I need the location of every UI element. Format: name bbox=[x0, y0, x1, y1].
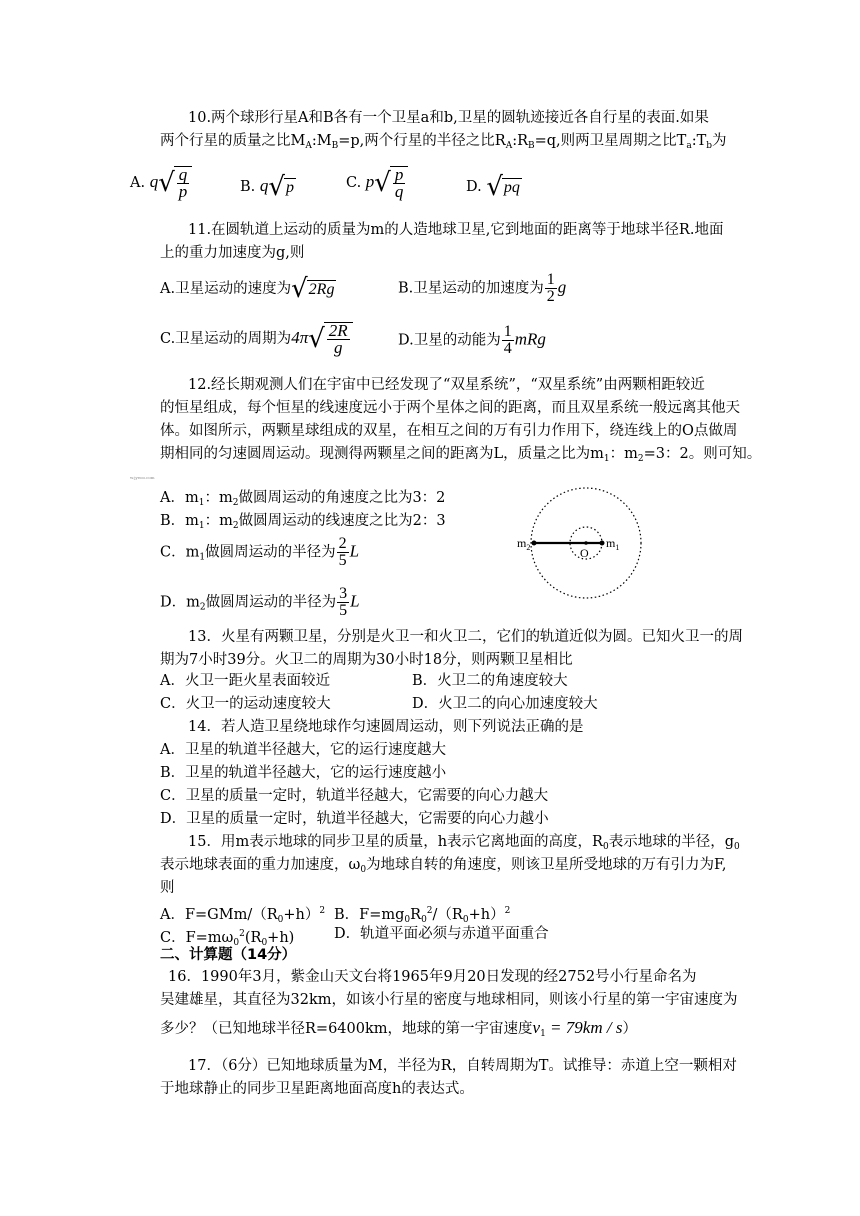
q13-option-a: A．火卫一距火星表面较近 bbox=[160, 673, 330, 689]
q11-option-d: D.卫星的动能为 $\frac{1}{4}$ mRg bbox=[398, 323, 546, 357]
q11-option-a: A.卫星运动的速度为 √ 2Rg bbox=[160, 274, 335, 304]
q15-line1: 15．用m表示地球的同步卫星的质量，h表示它离地面的高度，$R_0$表示地球的半径，$g_0$ bbox=[188, 834, 740, 852]
q10-option-a: A. q √ $\frac{q}{p}$ bbox=[130, 166, 192, 200]
q10-line2: 两个行星的质量之比$M_A:M_B=p$,两个行星的半径之比$R_A:R_B=q$,则两卫星周期之比$T_a:T_b$为 bbox=[160, 133, 727, 151]
q17-line1: 17．（6分）已知地球质量为M，半径为R，自转周期为T。试推导：赤道上空一颗相对 bbox=[188, 1058, 737, 1074]
star-m1 bbox=[600, 541, 605, 546]
q15-option-d: D．轨道平面必须与赤道平面重合 bbox=[334, 926, 549, 942]
q13-option-d: D．火卫二的向心加速度较大 bbox=[412, 696, 598, 712]
q14-line1: 14．若人造卫星绕地球作匀速圆周运动，则下列说法正确的是 bbox=[188, 719, 584, 735]
star-m2 bbox=[532, 541, 537, 546]
q13-option-b: B．火卫二的角速度较大 bbox=[412, 673, 568, 689]
q10-option-c: C. p √ $\frac{p}{q}$ bbox=[346, 166, 408, 200]
q14-option-b: B．卫星的轨道半径越大，它的运行速度越小 bbox=[160, 765, 447, 781]
q16-line3: 多少？（已知地球半径R=6400km，地球的第一宇宙速度$v_1 = 79km / s$） bbox=[160, 1018, 637, 1039]
q11-line2: 上的重力加速度为g,则 bbox=[160, 245, 305, 261]
q15-line3: 则 bbox=[160, 880, 175, 896]
q12-line1: 12.经长期观测人们在宇宙中已经发现了“双星系统”，“双星系统”由两颗相距较近 bbox=[188, 377, 705, 393]
q10-line1: 10.两个球形行星A和B各有一个卫星a和b,卫星的圆轨迹接近各自行星的表面.如果 bbox=[188, 110, 709, 126]
q15-option-c: C．$F=m\omega_0^2(R_0+h)$ bbox=[160, 929, 295, 948]
q14-option-a: A．卫星的轨道半径越大，它的运行速度越大 bbox=[160, 742, 446, 758]
section-title: 二、计算题（14分） bbox=[160, 947, 297, 963]
q13-line2: 期为7小时39分。火卫二的周期为30小时18分，则两颗卫星相比 bbox=[160, 652, 573, 668]
q15-line2: 表示地球表面的重力加速度，$\omega_0$为地球自转的角速度，则该卫星所受地球的万有引力为F, bbox=[160, 857, 727, 875]
q12-option-c: C．$m_1$做圆周运动的半径为 $\frac{2}{5}$ L bbox=[160, 535, 360, 569]
q15-option-a: A．$F=GMm/(R_0+h)^2$ bbox=[160, 906, 326, 925]
q11-line1: 11.在圆轨道上运动的质量为m的人造地球卫星,它到地面的距离等于地球半径R.地面 bbox=[188, 222, 724, 238]
label-m1: $m_1$ bbox=[606, 536, 620, 552]
q16-line2: 吴建雄星，其直径为32km，如该小行星的密度与地球相同，则该小行星的第一宇宙速度为 bbox=[160, 992, 738, 1008]
q11-option-b: B.卫星运动的加速度为 $\frac{1}{2}$ g bbox=[398, 271, 567, 305]
center-o bbox=[584, 541, 588, 545]
q17-line2: 于地球静止的同步卫星距离地面高度h的表达式。 bbox=[160, 1081, 474, 1097]
q14-option-d: D．卫星的质量一定时，轨道半径越大，它需要的向心力越小 bbox=[160, 811, 549, 827]
q13-option-c: C．火卫一的运动速度较大 bbox=[160, 696, 331, 712]
label-o: O bbox=[580, 546, 589, 560]
label-m2: $m_2$ bbox=[517, 536, 531, 552]
q12-line2: 的恒星组成，每个恒星的线速度远小于两个星体之间的距离，而且双星系统一般远离其他天 bbox=[160, 400, 740, 416]
q10-option-d: D. √ pq bbox=[466, 172, 520, 202]
q12-line3: 体。如图所示，两颗星球组成的双星，在相互之间的万有引力作用下，绕连线上的O点做周 bbox=[160, 423, 738, 439]
q12-line4: 期相同的匀速圆周运动。现测得两颗星之间的距离为L，质量之比为$m_1$：$m_2=3$：2。则可知。 bbox=[160, 446, 762, 464]
q11-option-c: C.卫星运动的周期为4π √ $\frac{2R}{g}$ bbox=[160, 322, 353, 356]
q12-option-a: A．$m_1$：$m_2$做圆周运动的角速度之比为3：2 bbox=[160, 490, 446, 508]
q16-line1: 16．1990年3月，紫金山天文台将1965年9月20日发现的经2752号小行星命名为 bbox=[168, 969, 697, 985]
watermark: w.jyeoo.com bbox=[130, 475, 155, 480]
q12-option-d: D．$m_2$做圆周运动的半径为 $\frac{3}{5}$ L bbox=[160, 585, 360, 619]
binary-star-diagram bbox=[500, 486, 670, 606]
q13-line1: 13．火星有两颗卫星，分别是火卫一和火卫二，它们的轨道近似为圆。已知火卫一的周 bbox=[188, 629, 743, 645]
q12-option-b: B．$m_1$：$m_2$做圆周运动的线速度之比为2：3 bbox=[160, 513, 446, 531]
q15-option-b: B．$F=mg_0R_0^2/(R_0+h)^2$ bbox=[334, 906, 511, 925]
q14-option-c: C．卫星的质量一定时，轨道半径越大，它需要的向心力越大 bbox=[160, 788, 549, 804]
q10-option-b: B. q √ p bbox=[240, 172, 294, 202]
